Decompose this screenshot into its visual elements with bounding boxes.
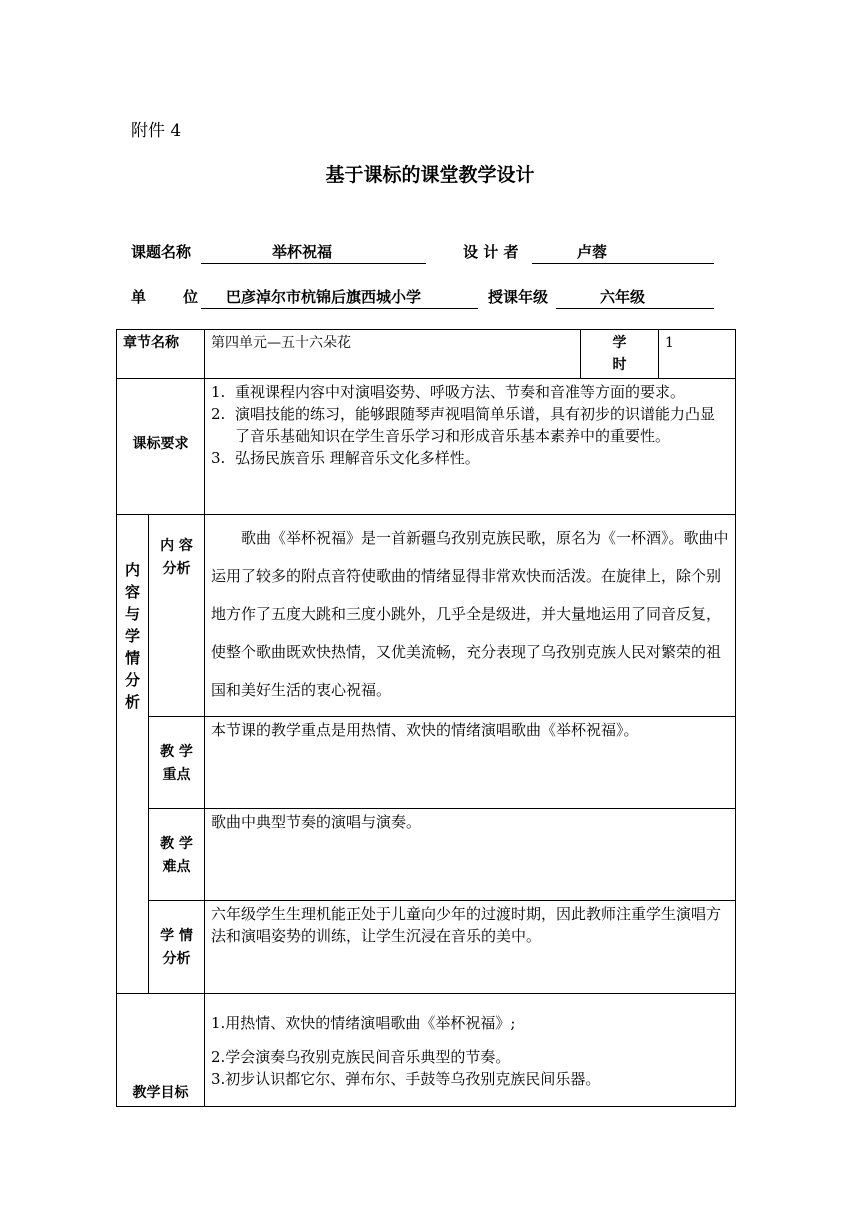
lesson-design-table <box>116 329 736 1107</box>
standard-content <box>205 379 736 515</box>
designer-value: 卢蓉 <box>577 243 608 261</box>
difficulty-row <box>117 809 736 901</box>
goal-row <box>117 994 736 1107</box>
grade-value: 六年级 <box>600 288 646 306</box>
doc-title: 基于课标的课堂教学设计 <box>325 164 535 186</box>
standard-list <box>211 381 729 469</box>
key-row <box>117 717 736 809</box>
standard-item: 3. 弘扬民族音乐 理解音乐文化多样性。 <box>211 449 480 467</box>
hours-label <box>581 330 659 379</box>
annex-label: 附件 4 <box>131 121 182 141</box>
goal-item: 3.初步认识都它尔、弹布尔、手鼓等乌孜别克族民间乐器。 <box>211 1070 601 1088</box>
goal-content <box>205 994 736 1107</box>
content-label: 内 容 分析 <box>149 515 205 717</box>
header-row-unit <box>0 286 860 310</box>
key-text: 本节课的教学重点是用热情、欢快的情绪演唱歌曲《举杯祝福》。 <box>205 717 736 809</box>
content-cell <box>205 515 736 717</box>
unit-label-2: 位 <box>183 288 199 306</box>
hours-value: 1 <box>659 330 736 379</box>
designer-underline <box>532 241 714 264</box>
header-row-topic <box>0 241 860 265</box>
content-row <box>117 515 736 717</box>
difficulty-text: 歌曲中典型节奏的演唱与演奏。 <box>205 809 736 901</box>
difficulty-label: 教 学 难点 <box>149 809 205 901</box>
unit-label-1: 单 <box>131 288 147 306</box>
standard-label: 课标要求 <box>117 379 205 515</box>
goal-label: 教学目标 <box>117 994 205 1107</box>
chapter-value: 第四单元—五十六朵花 <box>205 330 581 379</box>
analysis-group-label: 内 容 与 学 情 分 析 <box>117 515 149 994</box>
key-label: 教 学 重点 <box>149 717 205 809</box>
student-text: 六年级学生生理机能正处于儿童向少年的过渡时期，因此教师注重学生演唱方法和演唱姿势的训练，让学生沉浸在音乐的美中。 <box>205 901 736 994</box>
hours-label-2: 时 <box>612 357 627 373</box>
student-row <box>117 901 736 994</box>
designer-label: 设 计 者 <box>463 243 519 261</box>
topic-label: 课题名称 <box>131 243 192 261</box>
student-label: 学 情 分析 <box>149 901 205 994</box>
topic-value: 举杯祝福 <box>272 243 333 261</box>
goal-item: 2.学会演奏乌孜别克族民间音乐典型的节奏。 <box>211 1048 511 1066</box>
standard-row <box>117 379 736 515</box>
grade-label: 授课年级 <box>488 288 549 306</box>
standard-item: 1. 重视课程内容中对演唱姿势、呼吸方法、节奏和音准等方面的要求。 <box>211 383 686 401</box>
goal-item: 1.用热情、欢快的情绪演唱歌曲《举杯祝福》; <box>211 1014 516 1032</box>
chapter-row <box>117 330 736 379</box>
standard-item: 2. 演唱技能的练习，能够跟随琴声视唱简单乐谱，具有初步的识谱能力凸显了音乐基础知识在学生音乐学习和形成音乐基本素养中的重要性。 <box>211 405 716 445</box>
content-text: 歌曲《举杯祝福》是一首新疆乌孜别克族民歌，原名为《一杯酒》。歌曲中运用了较多的附点音符使歌曲的情绪显得非常欢快而活泼。在旋律上，除个别地方作了五度大跳和三度小跳外，几乎全是级进，并大量地运用了同音反复，使整个歌曲既欢快热情，又优美流畅，充分表现了乌孜别克族人民对繁荣的祖国和美好生活的衷心祝福。 <box>211 529 729 699</box>
chapter-label: 章节名称 <box>117 330 205 379</box>
unit-value: 巴彦淖尔市杭锦后旗西城小学 <box>226 288 422 306</box>
hours-label-1: 学 <box>612 335 627 351</box>
